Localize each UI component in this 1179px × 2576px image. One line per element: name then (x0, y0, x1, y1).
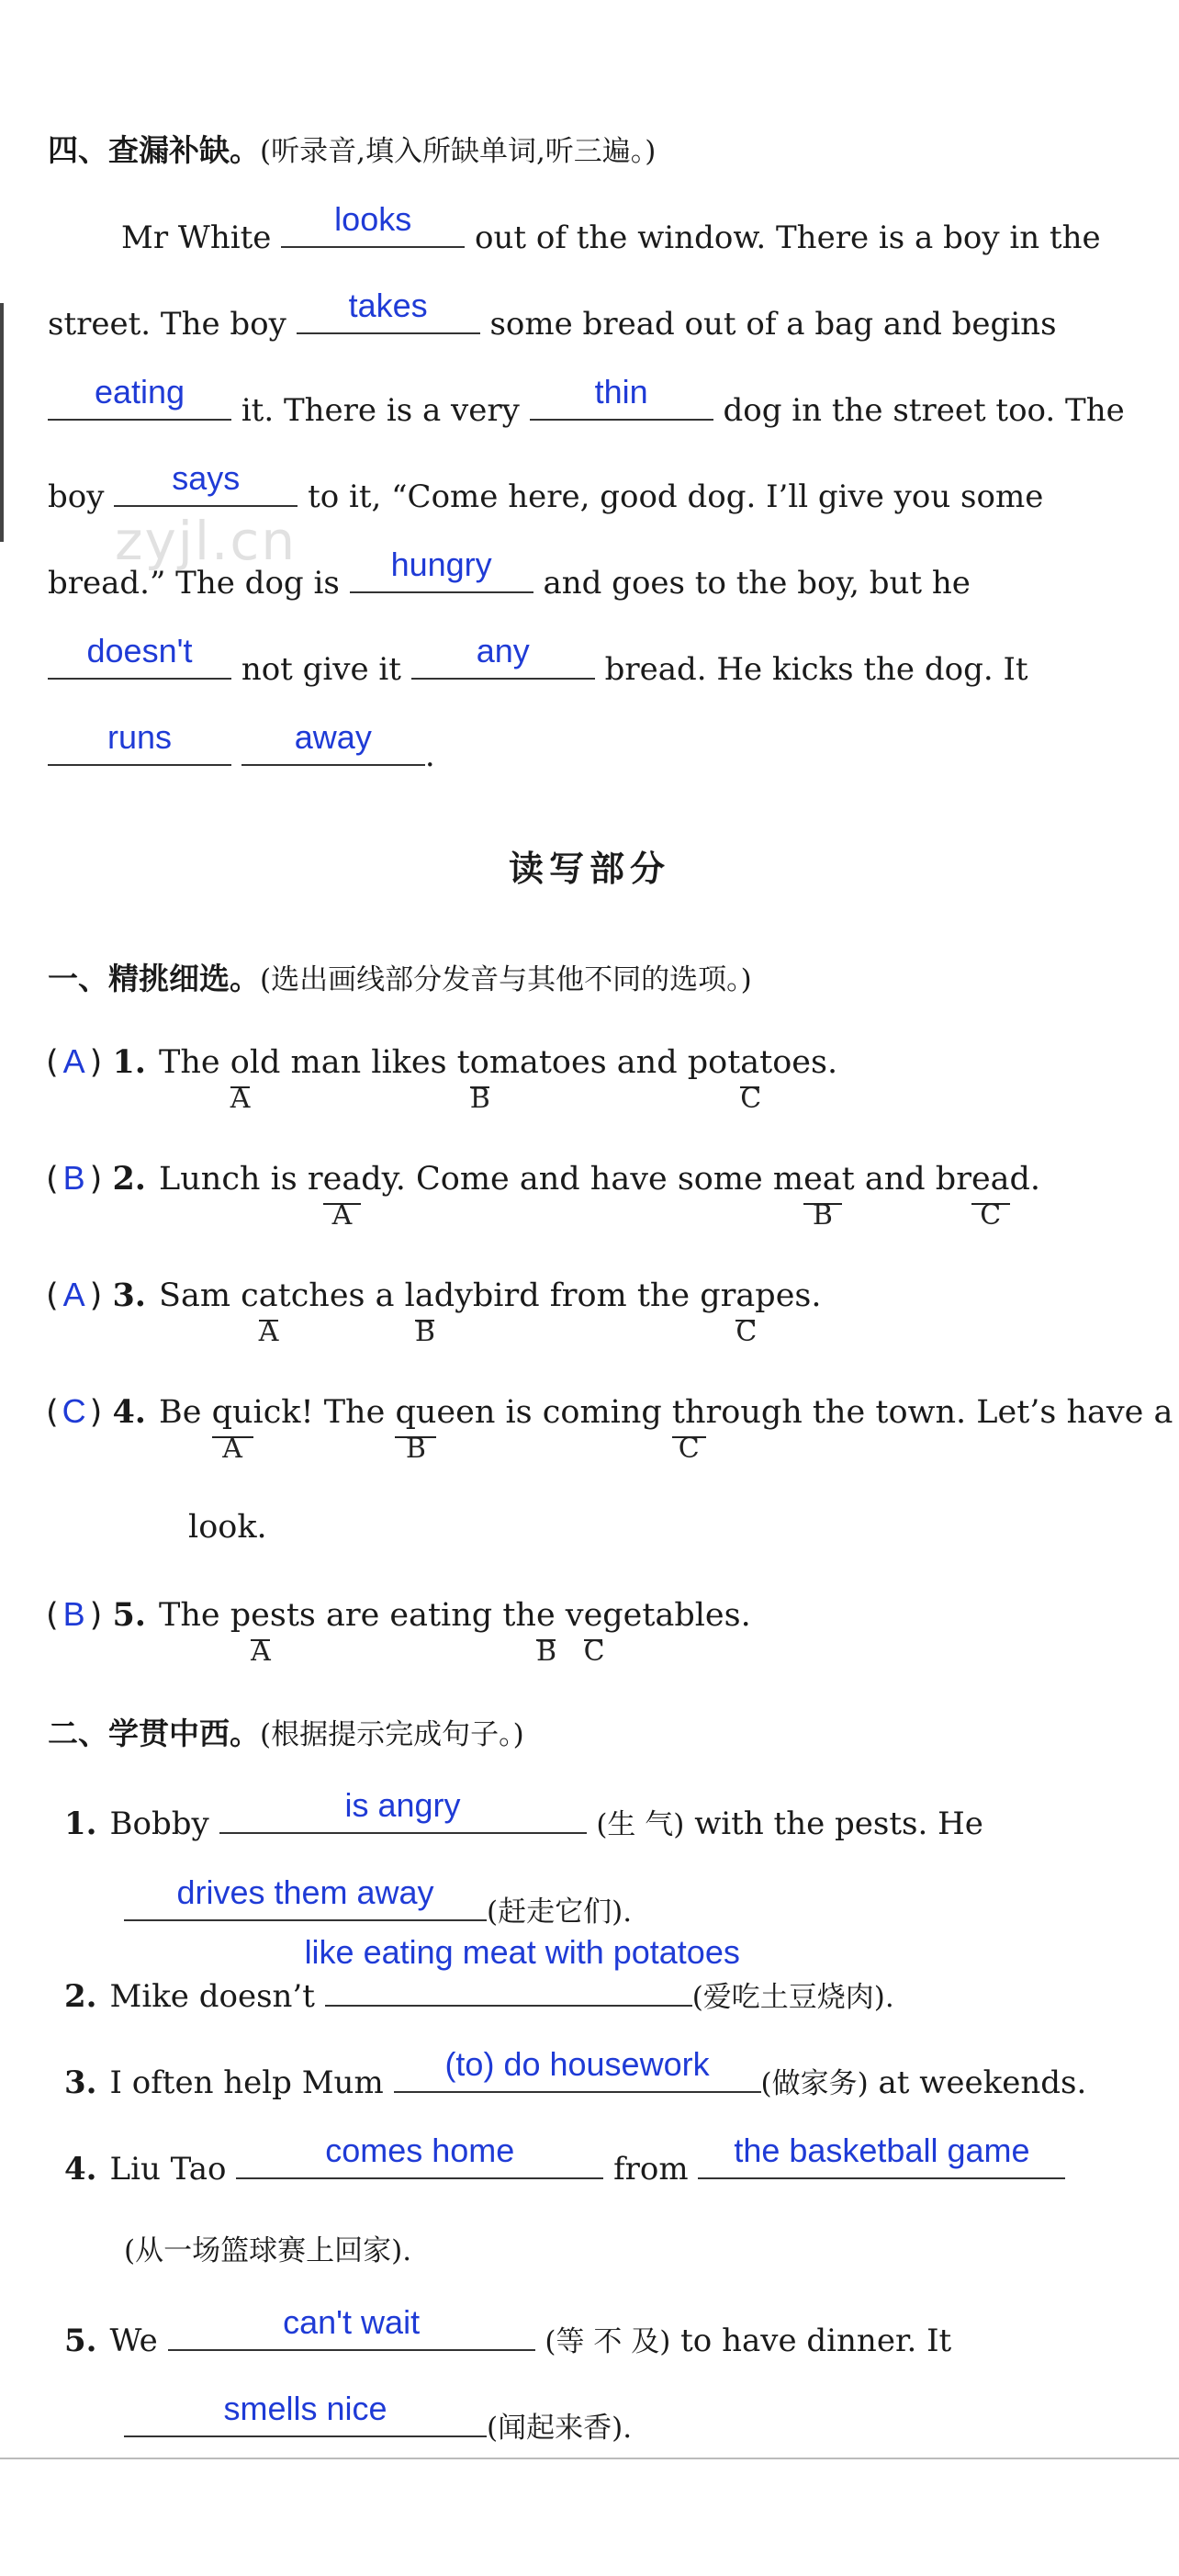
s4-l1-text-c: out of the window. There is a boy in the (475, 219, 1101, 256)
option-label-b: B (469, 1083, 490, 1115)
s4-blank-10[interactable] (241, 718, 425, 766)
s4-l4-text-c: to it, “Come here, good dog. I’ll give you some (308, 478, 1044, 515)
underlined-part: e (583, 1597, 603, 1634)
section2-heading (48, 1710, 524, 1753)
q-text: ick! The (253, 1394, 396, 1431)
option-label-a: A (251, 1636, 271, 1668)
s2-blank-1[interactable] (219, 1786, 587, 1834)
s4-blank-7[interactable] (48, 632, 231, 680)
underlined-part: a (740, 1044, 760, 1081)
s2-blank-3[interactable] (304, 1933, 740, 2007)
s2-sentence-4 (64, 2132, 1065, 2188)
s1-q2-answer[interactable]: B (62, 1159, 85, 1197)
underlined-option-a (251, 1597, 271, 1668)
s4-l5-text-a: bread.” The dog is (48, 565, 340, 602)
option-label-c: C (735, 1316, 758, 1348)
s1-question-5 (46, 1595, 751, 1668)
underlined-option-a (230, 1044, 251, 1115)
question-number: 1. (112, 1043, 146, 1081)
s2-sentence-5 (64, 2303, 952, 2359)
close-paren: ) (89, 1277, 103, 1314)
open-paren: ( (46, 1277, 59, 1314)
question-number: 5. (112, 1596, 146, 1634)
s4-line7 (48, 718, 435, 774)
s2-s1-text-c: with the pests. He (694, 1805, 983, 1842)
s2-s1-hint-1: (生 气) (596, 1808, 685, 1841)
s4-line5 (48, 546, 971, 602)
s4-answer-10: away (294, 718, 372, 756)
open-paren: ( (46, 1394, 59, 1431)
s1-q4-answer[interactable]: C (62, 1392, 86, 1430)
s2-answer-8: smells nice (223, 2390, 387, 2427)
close-paren: ) (89, 1394, 103, 1431)
s2-s5-hint-1: (等 不 及) (545, 2325, 671, 2358)
underlined-part: qu (211, 1394, 253, 1431)
s2-s5-hint-2: (闻起来香). (487, 2412, 633, 2445)
s2-s2-hint: (爱吃土豆烧肉). (691, 1981, 894, 2014)
underlined-option-b (469, 1044, 490, 1115)
underlined-part: o (469, 1044, 489, 1081)
q-text: pes. (755, 1277, 822, 1314)
s2-sentence-5-line2 (124, 2390, 633, 2446)
s2-sentence-4-line2 (124, 2227, 411, 2268)
section1-heading (48, 955, 752, 998)
section4-title: 四、查漏补缺。 (48, 132, 260, 168)
underlined-option-a (211, 1394, 253, 1465)
option-label-a: A (230, 1083, 251, 1115)
s2-answer-6: the basketball game (734, 2132, 1030, 2169)
s4-line3 (48, 373, 1125, 429)
s4-blank-4[interactable] (530, 373, 713, 421)
part-title: 读写部分 (508, 849, 670, 889)
s2-answer-7: can't wait (283, 2303, 421, 2341)
underlined-part: e (251, 1597, 270, 1634)
underlined-part: o (230, 1044, 250, 1081)
underlined-option-c (671, 1394, 706, 1465)
section1-title: 一、精挑细选。 (48, 961, 260, 996)
section2-title: 二、学贯中西。 (48, 1715, 260, 1751)
q-text: Be (159, 1394, 212, 1431)
underlined-option-c (971, 1161, 1010, 1232)
s4-answer-8: any (476, 632, 530, 669)
s1-question-2 (46, 1159, 1041, 1232)
q-text: getables. (602, 1597, 751, 1634)
q-text: v (555, 1597, 584, 1634)
option-label-b: B (405, 1433, 426, 1465)
s4-l4-text-a: boy (48, 478, 105, 515)
underlined-part: e (535, 1597, 556, 1634)
s2-blank-6[interactable] (698, 2132, 1065, 2179)
s4-answer-4: thin (594, 373, 648, 411)
option-label-a: A (222, 1433, 242, 1465)
underlined-option-b (395, 1394, 437, 1465)
s1-question-1 (46, 1042, 838, 1115)
s4-l1-text-a: Mr White (121, 219, 272, 256)
open-paren: ( (46, 1161, 59, 1198)
s2-s5-text-c: to have dinner. It (680, 2323, 952, 2359)
s2-s1-text-a: Bobby (109, 1805, 209, 1842)
option-label-c: C (980, 1199, 1002, 1232)
option-label-b: B (535, 1636, 556, 1668)
s4-l2-text-c: some bread out of a bag and begins (489, 306, 1057, 343)
s2-blank-8[interactable] (124, 2390, 487, 2437)
q-text: een is coming (436, 1394, 672, 1431)
s4-blank-8[interactable] (411, 632, 595, 680)
question-number: 3. (112, 1277, 146, 1314)
open-paren: ( (46, 1044, 59, 1081)
q-text: ld man likes t (249, 1044, 470, 1081)
close-paren: ) (89, 1597, 103, 1634)
underlined-option-a (322, 1161, 362, 1232)
section2-note: (根据提示完成句子。) (260, 1718, 524, 1751)
q-text: dybird from the gr (433, 1277, 736, 1314)
s4-blank-2[interactable] (297, 287, 480, 334)
watermark: zyjl.cn (115, 510, 298, 572)
q-text: rough the town. Let’s have a (705, 1394, 1173, 1431)
s2-sentence-1 (64, 1786, 983, 1842)
underlined-option-c (583, 1597, 605, 1668)
s4-answer-3: eating (94, 373, 185, 411)
sentence-number: 3. (64, 2064, 97, 2101)
s2-s1-hint-2: (赶走它们). (487, 1895, 633, 1929)
s4-blank-1[interactable] (281, 200, 465, 248)
question-number: 2. (112, 1160, 146, 1198)
s4-l5-text-c: and goes to the boy, but he (543, 565, 971, 602)
s2-answer-4: (to) do housework (444, 2045, 710, 2083)
s1-question-3 (46, 1276, 822, 1348)
sentence-number: 1. (64, 1805, 97, 1842)
s2-blank-5[interactable] (236, 2132, 603, 2179)
sentence-number: 4. (64, 2151, 97, 2188)
s2-s4-text-a: Liu Tao (109, 2151, 227, 2188)
underlined-part: ea (322, 1161, 362, 1198)
q-text: Sam c (159, 1277, 259, 1314)
q-text: The (159, 1044, 230, 1081)
close-paren: ) (89, 1044, 103, 1081)
s1-q5-answer[interactable]: B (62, 1595, 85, 1633)
option-label-b: B (812, 1199, 833, 1232)
underlined-part: th (671, 1394, 706, 1431)
q-text: d. (1009, 1161, 1041, 1198)
underlined-part: a (258, 1277, 278, 1314)
section1-note: (选出画线部分发音与其他不同的选项。) (260, 963, 752, 996)
s4-line1 (121, 200, 1101, 256)
sentence-number: 5. (64, 2323, 97, 2359)
option-label-b: B (414, 1316, 435, 1348)
s4-blank-9[interactable] (48, 718, 231, 766)
binding-edge-mark (0, 303, 4, 542)
question-number: 4. (112, 1393, 146, 1431)
underlined-option-c (735, 1277, 758, 1348)
option-label-c: C (740, 1083, 762, 1115)
q-text: tches a l (277, 1277, 415, 1314)
s2-blank-2[interactable] (124, 1873, 487, 1921)
q-text: dy. Come and have some m (361, 1161, 804, 1198)
option-label-c: C (583, 1636, 605, 1668)
s1-q4-continuation: look. (188, 1509, 267, 1546)
open-paren: ( (46, 1597, 59, 1634)
underlined-option-c (740, 1044, 762, 1115)
s2-blank-4[interactable] (394, 2045, 761, 2093)
s4-answer-9: runs (107, 718, 173, 756)
q-text: The p (159, 1597, 252, 1634)
s4-line4 (48, 459, 1044, 515)
section4-heading (48, 127, 656, 170)
option-label-a: A (331, 1199, 353, 1232)
s4-l6-text-c: bread. He kicks the dog. It (604, 651, 1028, 688)
s4-answer-6: hungry (390, 546, 492, 583)
s4-answer-7: doesn't (86, 632, 193, 669)
section4-note: (听录音,填入所缺单词,听三遍。) (260, 135, 657, 168)
s2-s4-hint: (从一场篮球赛上回家). (124, 2234, 412, 2267)
sentence-number: 2. (64, 1978, 97, 2015)
q-text: toes. (759, 1044, 838, 1081)
s4-answer-5: says (172, 459, 241, 497)
q-text: Lunch is r (159, 1161, 323, 1198)
s4-l7-period: . (424, 737, 435, 774)
s4-l3-text-a: it. There is a very (241, 392, 520, 429)
s4-line6 (48, 632, 1028, 688)
s2-s3-text-a: I often help Mum (109, 2064, 384, 2101)
s2-sentence-3 (64, 2045, 1087, 2101)
s2-s3-hint: (做家务) (760, 2067, 869, 2100)
s4-l3-text-c: dog in the street too. The (723, 392, 1125, 429)
underlined-part: a (735, 1277, 756, 1314)
s1-q1-answer[interactable]: A (62, 1042, 85, 1080)
s1-q3-answer[interactable]: A (62, 1276, 85, 1313)
s2-answer-5: comes home (325, 2132, 515, 2169)
s4-answer-1: looks (334, 200, 412, 238)
underlined-part: ea (803, 1161, 842, 1198)
s2-s3-text-c: at weekends. (878, 2064, 1087, 2101)
q-text: matoes and pot (488, 1044, 741, 1081)
s4-l6-text-a: not give it (241, 651, 401, 688)
option-label-c: C (678, 1433, 700, 1465)
close-paren: ) (89, 1161, 103, 1198)
option-label-a: A (258, 1316, 279, 1348)
s2-sentence-2 (64, 1933, 894, 2015)
underlined-part: ea (971, 1161, 1010, 1198)
s2-s2-text-a: Mike doesn’t (109, 1978, 315, 2015)
s2-sentence-1-line2 (124, 1873, 633, 1929)
s2-answer-2: drives them away (176, 1873, 434, 1911)
s4-blank-6[interactable] (350, 546, 533, 593)
s4-line2 (48, 287, 1057, 343)
s4-blank-3[interactable] (48, 373, 231, 421)
underlined-part: a (414, 1277, 434, 1314)
s2-answer-1: is angry (344, 1786, 461, 1824)
underlined-option-b (803, 1161, 842, 1232)
s2-answer-3: like eating meat with potatoes (304, 1933, 740, 1971)
bottom-rule (0, 2458, 1179, 2459)
s4-l2-text-a: street. The boy (48, 306, 286, 343)
q-text: sts are eating th (269, 1597, 536, 1634)
s1-question-4 (46, 1392, 1173, 1465)
s4-blank-5[interactable] (114, 459, 298, 507)
s4-answer-2: takes (348, 287, 428, 324)
q-text: t and br (841, 1161, 971, 1198)
s2-blank-7[interactable] (168, 2303, 535, 2351)
underlined-option-b (535, 1597, 556, 1668)
s2-s5-text-a: We (109, 2323, 158, 2359)
underlined-option-b (414, 1277, 435, 1348)
s2-s4-text-c: from (613, 2151, 689, 2188)
underlined-part: qu (395, 1394, 437, 1431)
underlined-option-a (258, 1277, 279, 1348)
